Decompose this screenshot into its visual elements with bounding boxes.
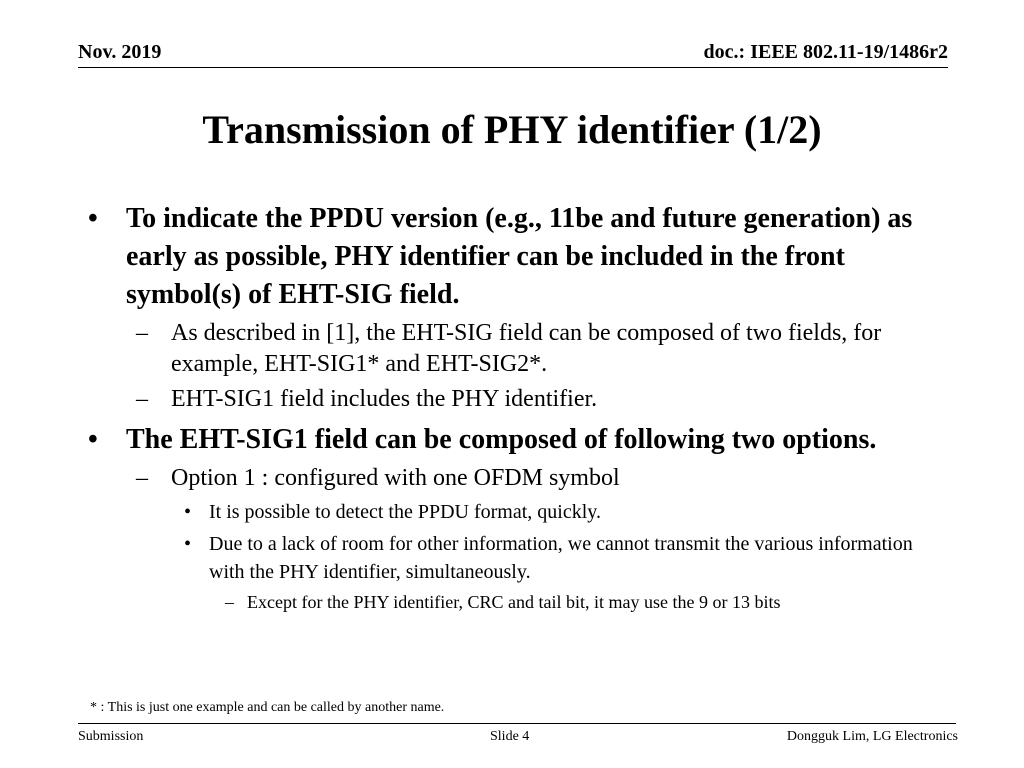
slide-title: Transmission of PHY identifier (1/2) [202,107,822,152]
dash-marker: – [136,386,148,412]
header-date: Nov. 2019 [78,41,162,63]
bullet-2-sub-1-b-i-text: Except for the PHY identifier, CRC and tail bit, it may use the 9 or 13 bits [247,592,781,612]
footnote: * : This is just one example and can be called by another name. [90,700,445,715]
bullet-marker: • [88,424,98,455]
bullet-1 [80,200,950,314]
bullet-1-sub-2 [80,384,950,415]
bullet-2-sub-1-a [80,498,950,526]
bullet-2-sub-1 [80,463,950,494]
slide-body [80,200,950,614]
bullet-1-sub-1-text: As described in [1], the EHT-SIG field can be composed of two fields, for example, EHT-SIG1* and EHT-SIG2*. [171,320,882,377]
bullet-2 [80,421,950,459]
header-divider [78,67,948,68]
dash-marker: – [136,320,148,346]
footer-author: Dongguk Lim, LG Electronics [786,729,958,744]
bullet-2-sub-1-a-text: It is possible to detect the PPDU format, quickly. [209,501,601,523]
header-doc-id: doc.: IEEE 802.11-19/1486r2 [703,41,948,63]
bullet-2-text: The EHT-SIG1 field can be composed of following two options. [126,424,877,455]
bullet-marker: • [184,533,192,555]
footer-divider [78,723,956,724]
footer-submission: Submission [78,729,144,744]
bullet-2-sub-1-b [80,530,950,586]
bullet-2-sub-1-text: Option 1 : configured with one OFDM symbol [171,465,620,491]
bullet-1-sub-2-text: EHT-SIG1 field includes the PHY identifier. [171,386,598,412]
bullet-1-text: To indicate the PPDU version (e.g., 11be and future generation) as early as possible, PHY identifier can be included in the front symbol(s) of EHT-SIG field. [126,203,913,310]
bullet-1-sub-1 [80,318,950,380]
dash-marker: – [225,592,234,612]
dash-marker: – [136,465,148,491]
footer-slide-number: Slide 4 [490,729,530,744]
bullet-marker: • [184,501,192,523]
bullet-2-sub-1-b-text: Due to a lack of room for other information, we cannot transmit the various information with the PHY identifier, simultaneously. [209,533,913,583]
bullet-2-sub-1-b-i [80,590,950,614]
bullet-marker: • [88,203,98,234]
